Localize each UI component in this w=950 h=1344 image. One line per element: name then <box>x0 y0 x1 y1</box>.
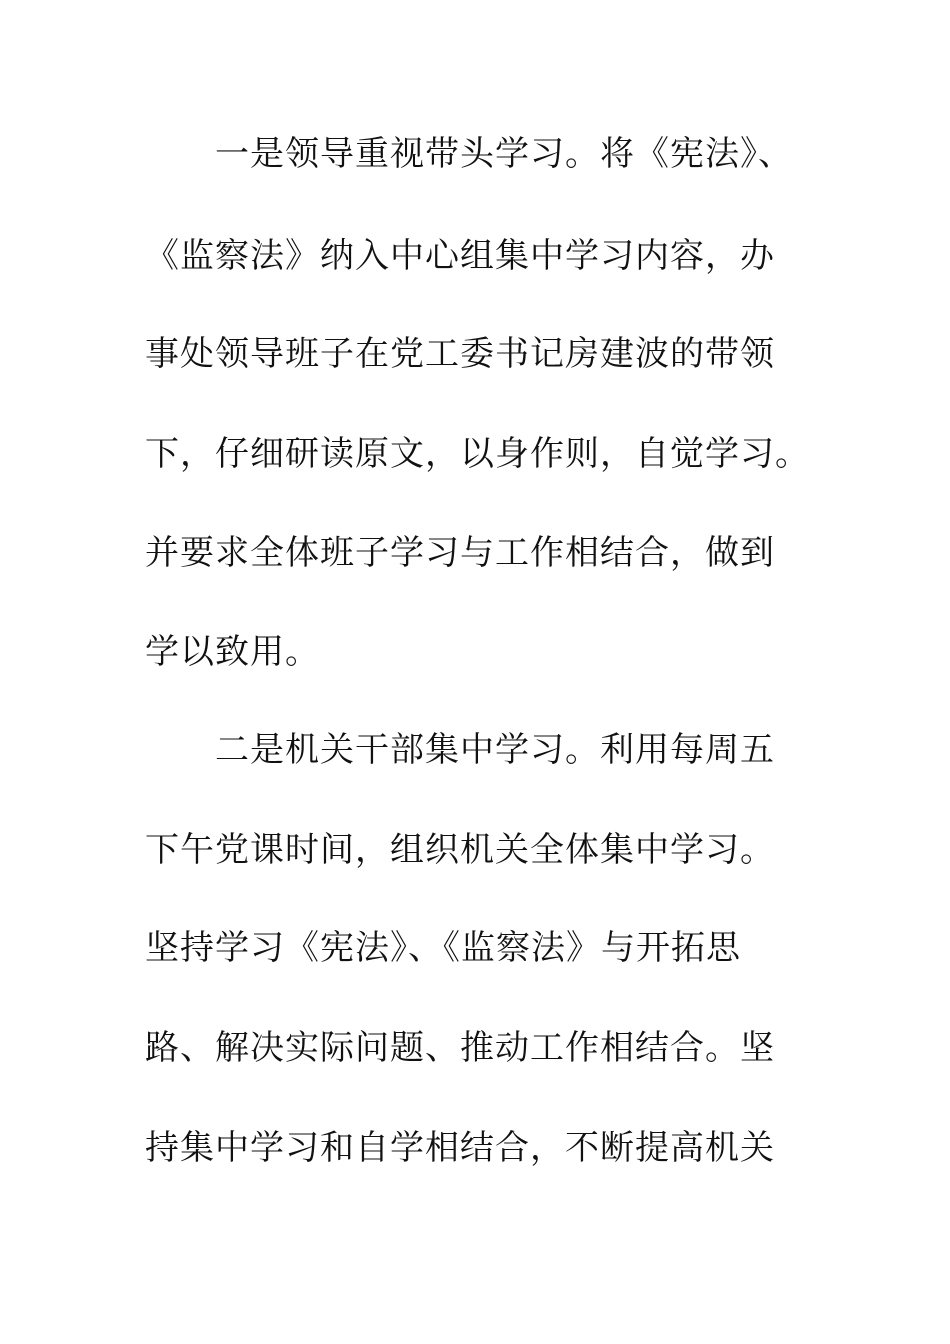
text-line: 路、解决实际问题、推动工作相结合。坚 <box>145 1028 775 1068</box>
text-line: 下午党课时间，组织机关全体集中学习。 <box>145 830 775 870</box>
text-line: 一是领导重视带头学习。将《宪法》、 <box>215 134 793 174</box>
text-line: 下，仔细研读原文，以身作则，自觉学习。 <box>145 434 810 474</box>
text-line: 《监察法》纳入中心组集中学习内容，办 <box>145 236 775 276</box>
text-line: 并要求全体班子学习与工作相结合，做到 <box>145 533 775 573</box>
text-line: 坚持学习《宪法》、《监察法》与开拓思 <box>145 928 741 968</box>
text-line: 持集中学习和自学相结合，不断提高机关 <box>145 1128 775 1168</box>
text-line: 二是机关干部集中学习。利用每周五 <box>215 730 775 770</box>
text-line: 事处领导班子在党工委书记房建波的带领 <box>145 334 775 374</box>
text-line: 学以致用。 <box>145 632 320 672</box>
